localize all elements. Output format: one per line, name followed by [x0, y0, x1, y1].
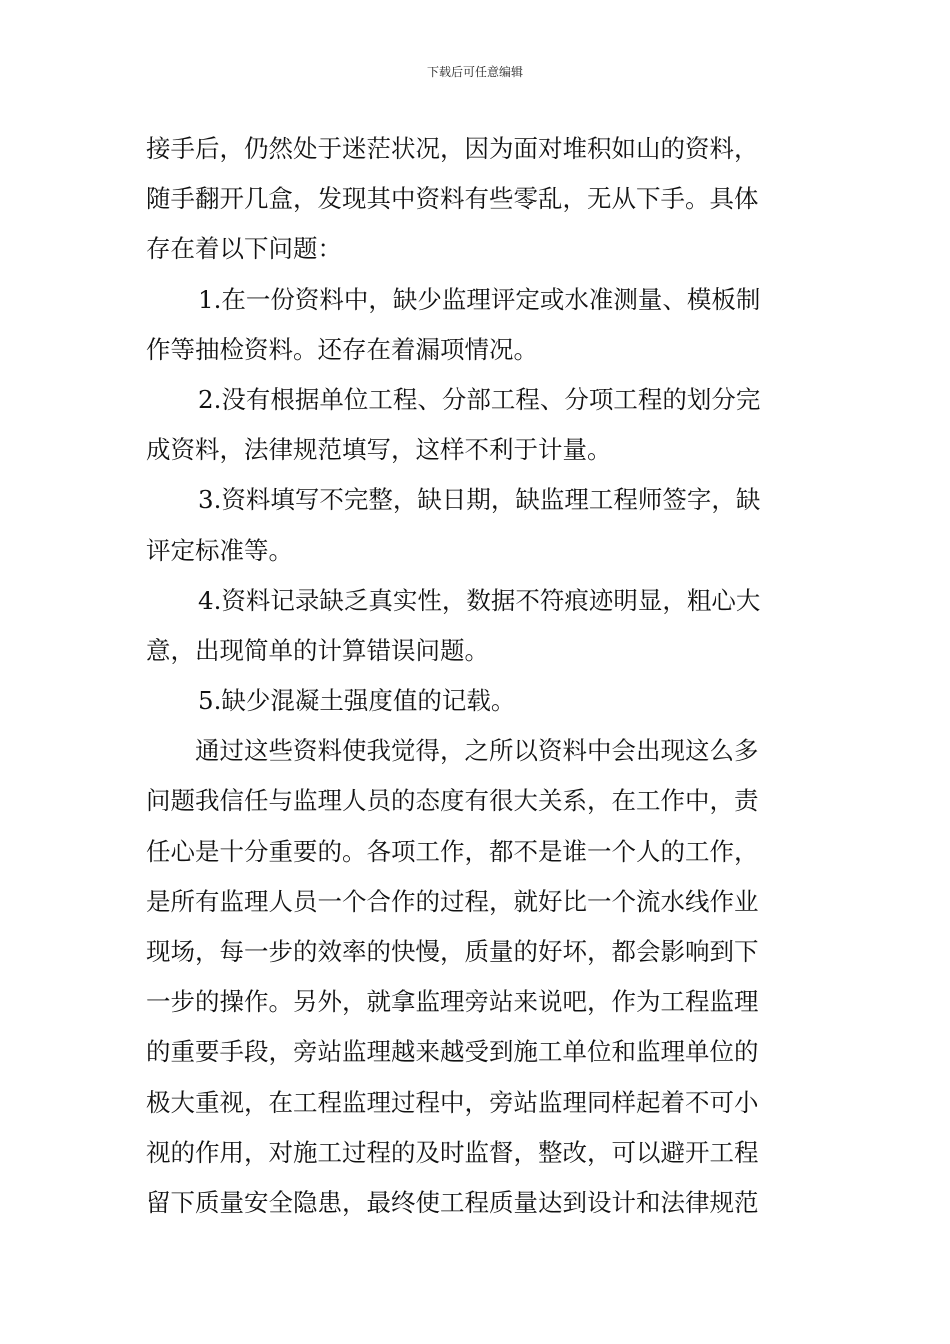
- paragraph-start-line: 通过这些资料使我觉得，之所以资料中会出现这么多: [195, 736, 759, 766]
- list-item-5-line: 5.缺少混凝土强度值的记载。: [198, 686, 516, 716]
- text-line: 成资料，法律规范填写，这样不利于计量。: [146, 435, 612, 465]
- text-line: 极大重视，在工程监理过程中，旁站监理同样起着不可小: [146, 1087, 759, 1117]
- text-line: 存在着以下问题：: [146, 234, 342, 264]
- list-item-4-line: 4.资料记录缺乏真实性，数据不符痕迹明显，粗心大: [198, 585, 761, 615]
- page-header: 下载后可任意编辑: [426, 65, 523, 79]
- text-line: 留下质量安全隐患，最终使工程质量达到设计和法律规范: [146, 1187, 759, 1217]
- text-line: 接手后，仍然处于迷茫状况，因为面对堆积如山的资料，: [146, 134, 759, 163]
- text-line: 现场，每一步的效率的快慢，质量的好坏，都会影响到下: [146, 937, 759, 966]
- text-line: 问题我信任与监理人员的态度有很大关系，在工作中，责: [146, 786, 759, 816]
- text-line: 是所有监理人员一个合作的过程，就好比一个流水线作业: [146, 886, 759, 916]
- text-line: 视的作用，对施工过程的及时监督，整改，可以避开工程: [146, 1137, 759, 1167]
- list-item-1-line: 1.在一份资料中，缺少监理评定或水准测量、模板制: [198, 284, 761, 314]
- text-line: 随手翻开几盒，发现其中资料有些零乱，无从下手。具体: [146, 184, 759, 214]
- text-line: 的重要手段，旁站监理越来越受到施工单位和监理单位的: [146, 1037, 759, 1067]
- text-line: 意，出现简单的计算错误问题。: [146, 635, 489, 665]
- text-line: 评定标准等。: [146, 535, 293, 565]
- document-body: [146, 124, 808, 1228]
- list-item-3-line: 3.资料填写不完整，缺日期，缺监理工程师签字，缺: [198, 485, 761, 515]
- text-line: 作等抽检资料。还存在着漏项情况。: [146, 334, 538, 364]
- list-item-2-line: 2.没有根据单位工程、分部工程、分项工程的划分完: [198, 384, 761, 414]
- text-line: 任心是十分重要的。各项工作，都不是谁一个人的工作，: [146, 836, 759, 866]
- text-line: 一步的操作。另外，就拿监理旁站来说吧，作为工程监理: [146, 987, 759, 1017]
